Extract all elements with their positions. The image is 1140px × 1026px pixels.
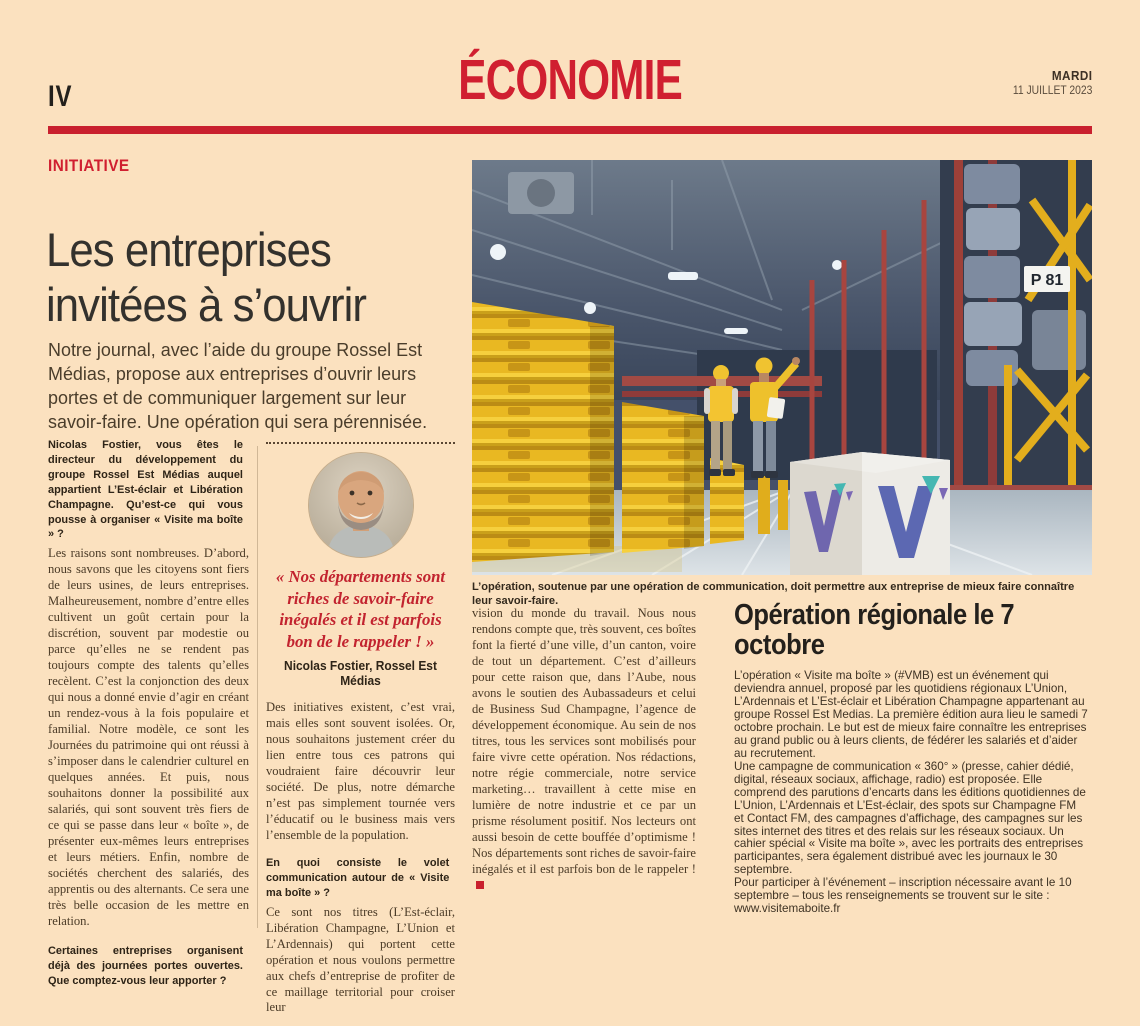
article-headline: Les entreprises invitées à s’ouvrir — [46, 223, 367, 332]
portrait-illustration — [309, 453, 413, 557]
photo-caption: L’opération, soutenue par une opération de communication, doit permettre aux entreprise de mieux faire connaître leur savoir-faire. — [472, 581, 1075, 608]
page-number: IV — [48, 80, 73, 113]
pull-quote-attribution: Nicolas Fostier, Rossel Est Médias — [284, 658, 437, 688]
dotted-divider — [266, 442, 455, 444]
column-divider — [257, 446, 258, 928]
sidebar-paragraph-1: L’opération « Visite ma boîte » (#VMB) est un événement qui deviendra annuel, proposé par les quotidiens régionaux L’Union, L’Ardennais et L’Est-éclair et Libération Champagne appartenant au groupe Rossel Est Medias. La première édition aura lieu le samedi 7 octobre prochain. Le but est de mieux faire connaître les entreprises au grand public ou à leurs clients, de fédérer les salariés et d’aider au recrutement. — [734, 667, 1088, 760]
interview-question-2: Certaines entreprises organisent déjà des journées portes ouvertes. Que comptez-vous leur apporter ? — [48, 944, 243, 987]
storage-rack — [940, 160, 1092, 525]
sidebar-operation-regionale — [734, 600, 1092, 915]
logo-cube — [790, 452, 950, 575]
dateline-day: MARDI — [1051, 68, 1092, 83]
interview-question-1: Nicolas Fostier, vous êtes le directeur du développement du groupe Rossel Est Médias auquel appartient L’Est-éclair et Libération Champagne. Qu’est-ce qui vous pousse à organiser « Visite ma boîte » ? — [48, 439, 243, 541]
interview-column-continuation — [472, 606, 696, 894]
interview-column-left — [48, 438, 249, 993]
portrait-wrap — [266, 452, 455, 558]
interview-answer-1: Les raisons sont nombreuses. D’abord, nous savons que les citoyens sont fiers de leurs usines, de leurs entreprises. Malheureusement, nombre d’entre elles cultivent un goût certain pour la discrétion, souvent par modestie ou parce qu’elles ne se rendent pas toujours compte des talents qu’elles recèlent. C’est la conjonction des deux qui nous a donné envie d’agir en créant un rendez-vous à la fois populaire et familial. Notre modèle, ce sont les Journées du patrimoine qui ont réussi à s’imposer dans le calendrier culturel en quelques années. Et puis, nous souhaitons donner la possibilité aux salariés, qui sont souvent très fiers de ce qui se passe dans leur « boîte », de présenter eux-mêmes leurs entreprises et leurs métiers. Enfin, nombre de sociétés cherchent des salariés, des apprentis ou des alternants. Ce sera une très belle occasion de les mettre en relation. — [48, 546, 249, 928]
article-lede: Notre journal, avec l’aide du groupe Rossel Est Médias, propose aux entreprises d’ouvrir leurs portes et de communiquer largement sur leur savoir-faire. Une opération qui sera pérennisée. — [48, 339, 428, 433]
interview-column-middle — [266, 440, 455, 1026]
header-rule — [48, 126, 1092, 134]
warehouse-photo — [472, 160, 1092, 575]
portrait-photo — [308, 452, 414, 558]
sidebar-title: Opération régionale le 7 octobre — [734, 599, 1015, 662]
end-of-article-mark — [476, 881, 484, 889]
section-title: ÉCONOMIE — [458, 48, 682, 112]
section-header — [0, 48, 1140, 112]
sidebar-paragraph-3: Pour participer à l’événement – inscription nécessaire avant le 10 septembre – tous les renseignements se trouvent sur le site : www.visitemaboite.fr — [734, 875, 1072, 916]
article-kicker: INITIATIVE — [48, 156, 130, 175]
pull-quote: « Nos départements sont riches de savoir-faire inégalés et il est parfois bon de le rappeler ! » — [275, 567, 446, 651]
rack-sign-label: P 81 — [1030, 272, 1064, 289]
interview-answer-2: Des initiatives existent, c’est vrai, mais elles sont souvent isolées. Or, nous souhaitons justement créer du lien entre tous ces patrons qui voudraient faire découvrir leur société. De plus, notre démarche n’est pas simplement tournée vers l’éducatif ou le business mais vers l’ensemble de la population. — [266, 700, 455, 842]
sidebar-paragraph-2: Une campagne de communication « 360° » (presse, cahier dédié, digital, réseaux sociaux, affichage, radio) est proposée. Elle comprend des parutions d’encarts dans les éditions quotidiennes de L’Union, L’Ardennais et L’Est-éclair, des spots sur Champagne FM et Contact FM, des campagnes d’affichage, des campagnes sur les sites internet des titres et des relais sur les réseaux sociaux. Un cahier spécial « Visite ma boîte », avec les portraits des entreprises participantes, sera également distribué avec les journaux le 30 septembre. — [734, 758, 1086, 877]
interview-answer-4: vision du monde du travail. Nous nous rendons compte que, très souvent, ces boîtes font la fierté d’une ville, d’un canton, voire de tout un département. C’est d’ailleurs pour cette raison que, dans l’Aube, nous avons le soutien des Aubassadeurs et celui de Business Sud Champagne, l’agence de développement économique. Au sein de nos titres, tous les services sont mobilisés pour faire vivre cette opération. Nos rédactions, notre régie commerciale, notre service marketing… travaillent à cette mise en lumière de notre industrie et ce par un prisme résolument positif. Nos lecteurs ont aussi besoin de cette bouffée d’optimisme ! Nos départements sont riches de savoir-faire inégalés et il est parfois bon de le rappeler ! — [472, 606, 696, 876]
interview-answer-3: Ce sont nos titres (L’Est-éclair, Libération Champagne, L’Union et L’Ardennais) qui portent cette opération et nous voulons permettre aux chefs d’entreprise de profiter de ce maillage territorial pour croiser leur — [266, 904, 455, 1015]
dateline-date: 11 JUILLET 2023 — [1012, 85, 1092, 97]
interview-question-3: En quoi consiste le volet communication autour de « Visite ma boîte » ? — [266, 856, 450, 899]
dateline — [1004, 68, 1092, 97]
